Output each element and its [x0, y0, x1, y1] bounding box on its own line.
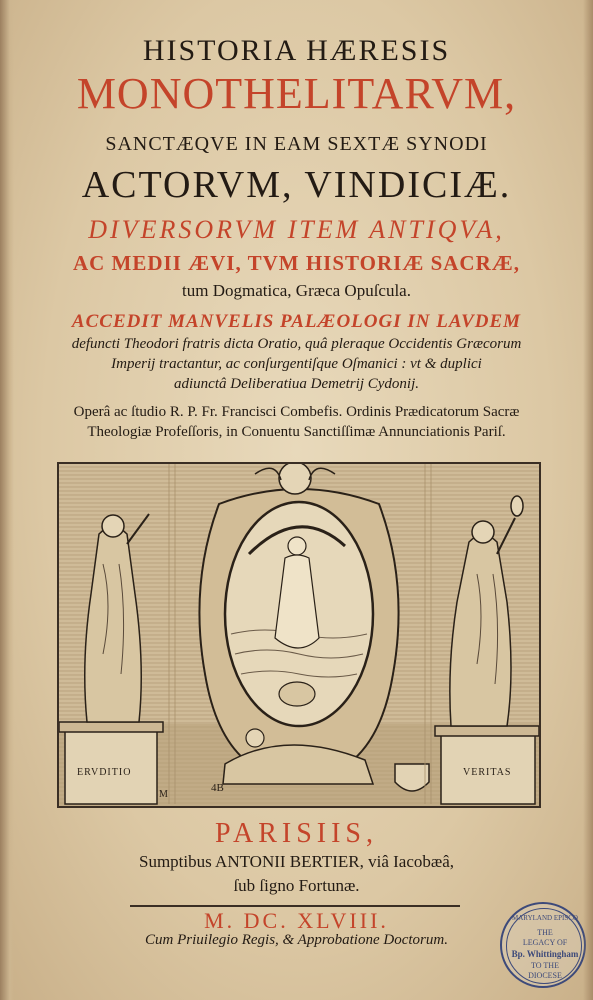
imprint-city: PARISIIS,	[214, 818, 378, 849]
stamp-text-2: LEGACY OF	[522, 938, 568, 947]
stamp-bottom-text: DIOCESE	[528, 971, 562, 980]
imprint-year: M. DC. XLVIII.	[204, 908, 389, 933]
title-line-7: tum Dogmatica, Græca Opuſcula.	[182, 281, 411, 300]
title-line-11: adiunctâ Deliberatiua Demetrij Cydonij.	[174, 376, 419, 392]
library-stamp	[500, 902, 586, 988]
author-line-1: Operâ ac ſtudio R. P. Fr. Francisci Combefis. Ordinis Prædicatorum Sacræ	[73, 404, 520, 420]
imprint-privilege: Cum Priuilegio Regis, & Approbatione Doctorum.	[145, 932, 448, 948]
author-line-2: Theologiæ Profeſſoris, in Conuentu Sanctiſſimæ Annunciationis Pariſ.	[87, 424, 506, 440]
plinth-label-left: ERVDITIO	[77, 767, 132, 778]
vignette-illustration	[59, 464, 539, 806]
title-line-2: MONOTHELITARVM,	[76, 69, 517, 118]
imprint-rule	[130, 905, 460, 907]
engraver-signature-left: M	[159, 789, 168, 800]
engraved-vignette	[57, 462, 541, 808]
title-line-8: ACCEDIT MANVELIS PALÆOLOGI IN LAVDEM	[71, 311, 522, 332]
engraver-monogram: 4B	[211, 782, 224, 794]
stamp-top-text: MARYLAND EPISCO	[512, 914, 578, 922]
stamp-text-1: THE	[537, 928, 553, 937]
imprint-sign: ſub ſigno Fortunæ.	[233, 876, 360, 895]
stamp-text-3: Bp. Whittingham	[511, 949, 579, 959]
imprint-publisher: Sumptibus ANTONII BERTIER, viâ Iacobæâ,	[138, 852, 455, 871]
plinth-label-right: VERITAS	[463, 767, 512, 778]
stamp-text-4: TO THE	[531, 961, 559, 970]
title-line-9: defuncti Theodori fratris dicta Oratio, quâ pleraque Occidentis Græcorum	[71, 336, 522, 352]
title-line-6: AC MEDII ÆVI, TVM HISTORIÆ SACRÆ,	[72, 251, 521, 275]
title-line-10: Imperij tractantur, ac conſurgentiſque Oſmanici : vt & duplici	[111, 356, 482, 372]
title-line-4: ACTORVM, VINDICIÆ.	[81, 164, 512, 206]
title-line-5: DIVERSORVM ITEM ANTIQVA,	[88, 215, 505, 244]
title-line-1: HISTORIA HÆRESIS	[142, 34, 451, 67]
title-line-3: SANCTÆQVE IN EAM SEXTÆ SYNODI	[105, 133, 488, 155]
